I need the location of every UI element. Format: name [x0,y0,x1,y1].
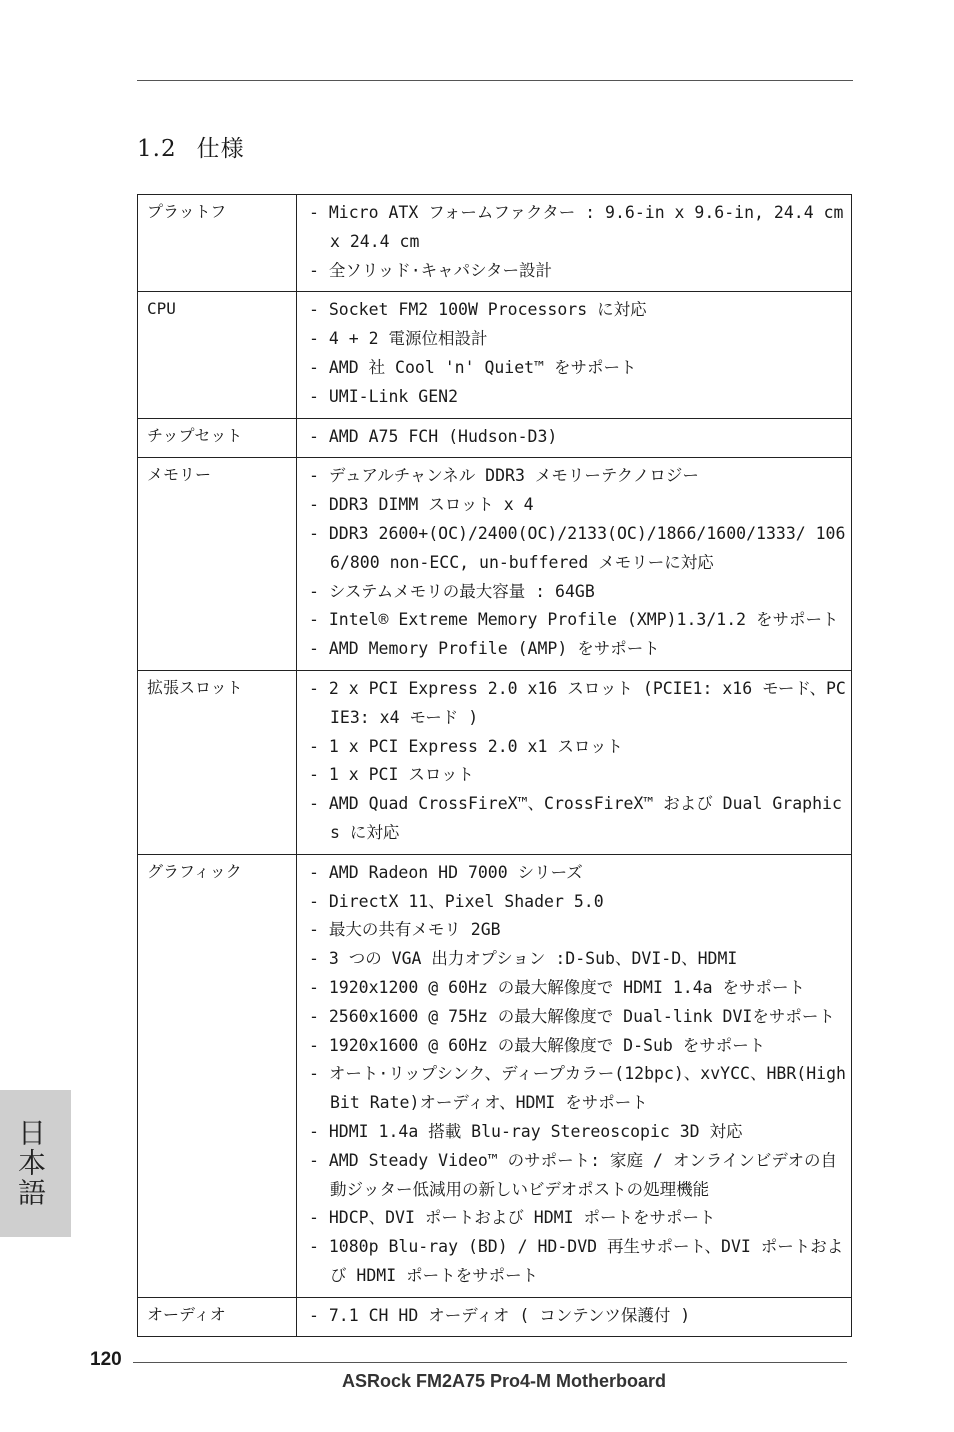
spec-label: プラットフ [138,195,297,292]
spec-item: - Micro ATX フォームファクター : 9.6-in x 9.6-in, 24.4 cm x 24.4 cm [309,203,844,251]
section-number: 1.2 [137,136,177,162]
spec-item: - 1080p Blu-ray (BD) / HD-DVD 再生サポート、DVI ポートおよび HDMI ポートをサポート [309,1237,844,1285]
spec-value [297,195,852,292]
spec-item: - AMD Steady Video™ のサポート: 家庭 / オンラインビデオの自動ジッター低減用の新しいビデオポストの処理機能 [309,1150,838,1199]
spec-item: - 最大の共有メモリ 2GB [309,920,501,940]
spec-item: - AMD 社 Cool 'n' Quiet™ をサポート [309,357,637,377]
spec-label: CPU [138,292,297,418]
page-number: 120 [90,1349,122,1370]
language-label: 日本語 [14,1118,47,1208]
spec-value [297,670,852,854]
spec-value [297,292,852,418]
spec-item: - AMD Memory Profile (AMP) をサポート [309,639,660,659]
bottom-divider [133,1362,847,1363]
spec-item: - 7.1 CH HD オーディオ ( コンテンツ保護付 ) [309,1305,691,1325]
footer-title: ASRock FM2A75 Pro4-M Motherboard [341,1371,667,1391]
spec-label: 拡張スロット [138,670,297,854]
section-heading [137,130,245,163]
spec-item: - 1920x1600 @ 60Hz の最大解像度で D-Sub をサポート [309,1035,766,1055]
spec-item: - UMI-Link GEN2 [309,386,459,406]
spec-row [138,418,852,458]
spec-item: - AMD A75 FCH (Hudson-D3) [309,426,558,446]
language-side-tab [0,1090,71,1237]
spec-row [138,854,852,1297]
spec-row [138,195,852,292]
spec-item: - デュアルチャンネル DDR3 メモリーテクノロジー [309,466,699,486]
spec-item: - DirectX 11、Pixel Shader 5.0 [309,891,604,911]
spec-value [297,458,852,671]
spec-item: - DDR3 DIMM スロット x 4 [309,495,534,515]
spec-item: - HDMI 1.4a 搭載 Blu-ray Stereoscopic 3D 対応 [309,1121,743,1141]
section-title: 仕様 [196,136,245,162]
spec-item: - オート·リップシンク、ディープカラー(12bpc)、xvYCC、HBR(High Bit Rate)オーディオ、HDMI をサポート [309,1064,846,1113]
spec-table [137,194,852,1337]
spec-item: - Intel® Extreme Memory Profile (XMP)1.3/1.2 をサポート [309,610,839,630]
spec-item: - 1920x1200 @ 60Hz の最大解像度で HDMI 1.4a をサポート [309,977,806,997]
spec-item: - 2560x1600 @ 75Hz の最大解像度で Dual-link DVIをサポート [309,1006,835,1026]
spec-item: - DDR3 2600+(OC)/2400(OC)/2133(OC)/1866/1600/1333/ 1066/800 non-ECC, un-buffered メモリーに対応 [309,523,846,572]
spec-row [138,292,852,418]
spec-row [138,1297,852,1337]
spec-value [297,854,852,1297]
spec-item: - HDCP、DVI ポートおよび HDMI ポートをサポート [309,1208,716,1228]
spec-row [138,670,852,854]
spec-item: - 2 x PCI Express 2.0 x16 スロット (PCIE1: x16 モード、PCIE3: x4 モード ) [309,678,846,727]
spec-item: - 3 つの VGA 出力オプション :D-Sub、DVI-D、HDMI [309,949,738,969]
spec-item: - 1 x PCI スロット [309,765,475,785]
spec-item: - AMD Radeon HD 7000 シリーズ [309,862,583,882]
spec-item: - 4 + 2 電源位相設計 [309,329,488,349]
spec-item: - AMD Quad CrossFireX™、CrossFireX™ および Dual Graphics に対応 [309,794,842,842]
top-divider [137,80,853,81]
spec-value [297,1297,852,1337]
spec-value [297,418,852,458]
spec-row [138,458,852,671]
spec-label: チップセット [138,418,297,458]
spec-item: - システムメモリの最大容量 : 64GB [309,581,595,601]
spec-item: - 1 x PCI Express 2.0 x1 スロット [309,736,624,756]
spec-label: オーディオ [138,1297,297,1337]
spec-label: グラフィック [138,854,297,1297]
spec-item: - 全ソリッド·キャパシター設計 [309,260,552,280]
spec-item: - Socket FM2 100W Processors に対応 [309,300,647,320]
spec-label: メモリー [138,458,297,671]
